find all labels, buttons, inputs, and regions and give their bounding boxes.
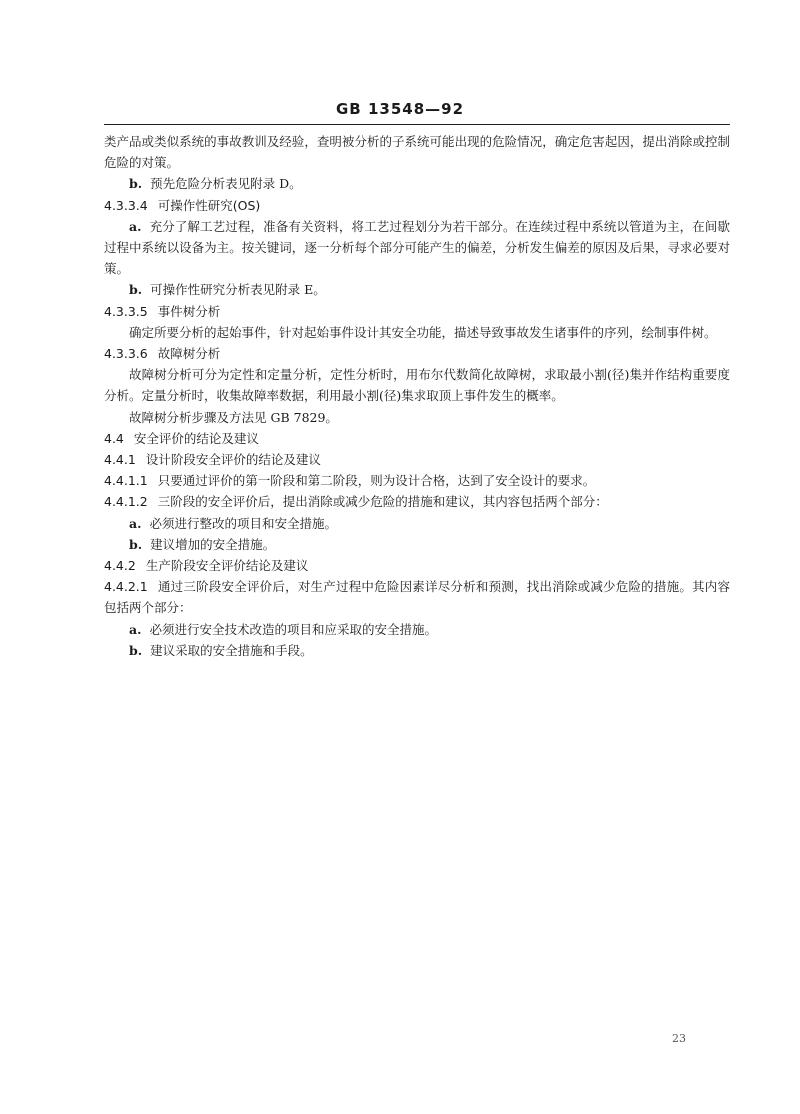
list-item-b-added-measures: b. 建议增加的安全措施。 <box>129 536 276 552</box>
list-item-a-tech-upgrade: a. 必须进行安全技术改造的项目和应采取的安全措施。 <box>129 621 437 637</box>
list-item-b-appendix-d: b. 预先危险分析表见附录 D。 <box>129 176 302 192</box>
event-tree-paragraph: 确定所要分析的起始事件，针对起始事件设计其安全功能，描述导致事故发生诸事件的序列，绘制事件树。 <box>129 324 717 340</box>
section-4-3-3-4-heading: 4.3.3.4 可操作性研究(OS) <box>104 197 261 213</box>
list-item-a-operability: a. 充分了解工艺过程，准备有关资料，将工艺过程划分为若干部分。在连续过程中系统以管道为主，在间歇过程中系统以设备为主。按关键词，逐一分析每个部分可能产生的偏差，分析发生偏差的原因及后果，寻求必要对策。 <box>104 218 730 277</box>
list-item-b-appendix-e: b. 可操作性研究分析表见附录 E。 <box>129 282 326 298</box>
paragraph-continued: 类产品或类似系统的事故教训及经验，查明被分析的子系统可能出现的危险情况，确定危害起因，提出消除或控制危险的对策。 <box>104 134 730 171</box>
section-4-4-heading: 4.4 安全评价的结论及建议 <box>104 430 259 446</box>
section-4-4-1-1: 4.4.1.1 只要通过评价的第一阶段和第二阶段，则为设计合格，达到了安全设计的要求。 <box>104 473 596 489</box>
section-4-3-3-5-heading: 4.3.3.5 事件树分析 <box>104 303 221 319</box>
section-4-4-2-heading: 4.4.2 生产阶段安全评价结论及建议 <box>104 558 309 574</box>
section-4-4-1-2: 4.4.1.2 三阶段的安全评价后，提出消除或减少危险的措施和建议，其内容包括两个部分： <box>104 494 608 510</box>
fault-tree-paragraph: 故障树分析可分为定性和定量分析，定性分析时，用布尔代数简化故障树，求取最小割(径)集并作结构重要度分析。定量分析时，收集故障率数据，利用最小割(径)集求取顶上事件发生的概率。 <box>104 367 730 404</box>
document-header: GB 13548—92 <box>335 100 465 118</box>
section-4-3-3-6-heading: 4.3.3.6 故障树分析 <box>104 346 221 362</box>
document-body <box>104 131 730 661</box>
section-4-4-1-heading: 4.4.1 设计阶段安全评价的结论及建议 <box>104 452 321 468</box>
header-rule <box>104 124 730 125</box>
page-number: 23 <box>672 1032 686 1045</box>
section-4-4-2-1: 4.4.2.1 通过三阶段安全评价后，对生产过程中危险因素详尽分析和预测，找出消除或减少危险的措施。其内容包括两个部分： <box>104 579 730 616</box>
list-item-b-recommended-measures: b. 建议采取的安全措施和手段。 <box>129 642 313 658</box>
fault-tree-reference: 故障树分析步骤及方法见 GB 7829。 <box>129 409 338 425</box>
list-item-a-rectification: a. 必须进行整改的项目和安全措施。 <box>129 515 337 531</box>
